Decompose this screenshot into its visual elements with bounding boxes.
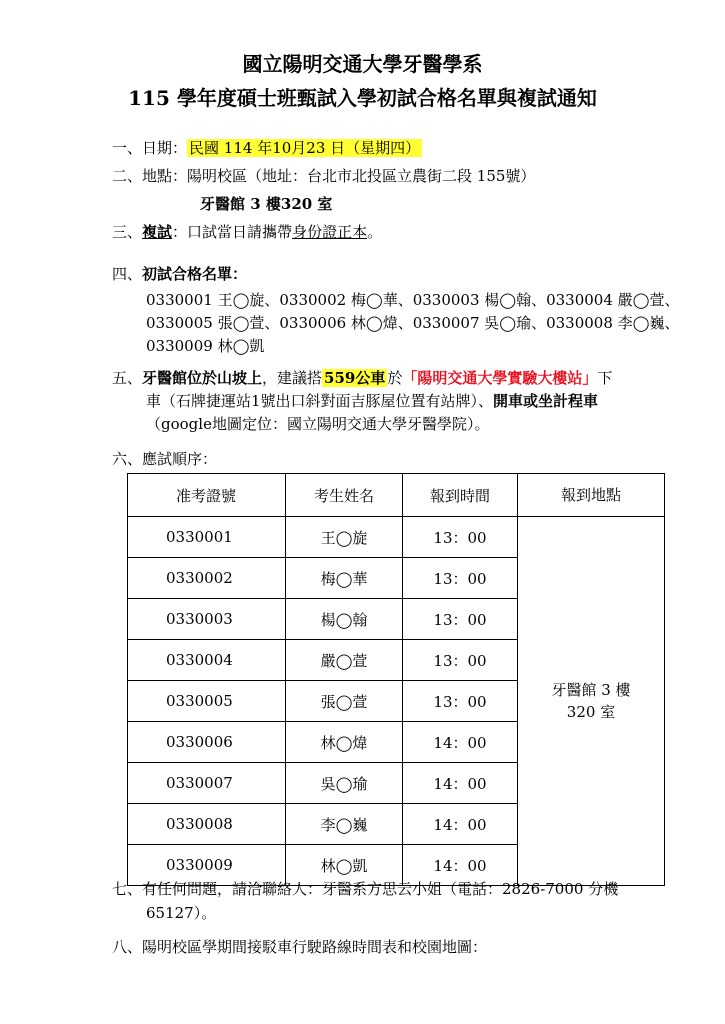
section-number: 八、 xyxy=(112,938,143,956)
cell-name: 林◯凱 xyxy=(286,845,403,886)
header-location: 報到地點 xyxy=(518,474,665,517)
section-location xyxy=(112,165,535,186)
cell-time: 13：00 xyxy=(403,517,518,558)
cell-exam-id: 0330006 xyxy=(128,722,286,763)
transport-text: ，建議搭 xyxy=(262,369,323,387)
date-label: 日期： xyxy=(142,139,188,157)
cell-time: 14：00 xyxy=(403,763,518,804)
cell-location xyxy=(518,517,665,886)
transport-car-option: 開車或坐計程車 xyxy=(493,392,599,410)
transport-text: 車（石牌捷運站1號出口斜對面吉豚屋位置有站牌）、 xyxy=(146,392,494,410)
transport-map-hint: （google地圖定位：國立陽明交通大學牙醫學院）。 xyxy=(146,415,490,433)
cell-exam-id: 0330005 xyxy=(128,681,286,722)
cell-exam-id: 0330009 xyxy=(128,845,286,886)
reexam-text: 口試當日請攜帶 xyxy=(187,223,293,241)
section-number: 五、 xyxy=(112,369,143,387)
section-number: 七、 xyxy=(112,880,143,898)
section-order xyxy=(112,448,217,469)
bus-station: 「陽明交通大學實驗大樓站」 xyxy=(402,369,598,387)
cell-name: 嚴◯萱 xyxy=(286,640,403,681)
transport-text: 下 xyxy=(597,369,613,387)
reexam-period: 。 xyxy=(367,223,383,241)
shuttle-text: 陽明校區學期間接駁車行駛路線時間表和校園地圖： xyxy=(142,938,488,956)
cell-exam-id: 0330007 xyxy=(128,763,286,804)
section-passed-list xyxy=(112,263,247,284)
section-number: 四、 xyxy=(112,265,143,283)
contact-extension: 65127）。 xyxy=(146,904,217,922)
cell-name: 梅◯華 xyxy=(286,558,403,599)
cell-time: 14：00 xyxy=(403,722,518,763)
cell-name: 李◯巍 xyxy=(286,804,403,845)
passed-list-line: 0330009 林◯凱 xyxy=(146,337,265,355)
transport-note: 牙醫館位於山坡上 xyxy=(142,369,263,387)
cell-name: 王◯旋 xyxy=(286,517,403,558)
cell-name: 吳◯瑜 xyxy=(286,763,403,804)
reexam-id-requirement: 身份證正本 xyxy=(292,223,368,241)
reexam-label: 複試 xyxy=(142,223,173,241)
section-number: 二、 xyxy=(112,167,143,185)
passed-list-line: 0330001 王◯旋、0330002 梅◯華、0330003 楊◯翰、0330004 嚴◯萱、 xyxy=(146,291,680,309)
section-date xyxy=(112,137,422,158)
location-label: 地點： xyxy=(142,167,188,185)
section-number: 三、 xyxy=(112,223,143,241)
cell-time: 13：00 xyxy=(403,599,518,640)
cell-time: 13：00 xyxy=(403,681,518,722)
cell-name: 張◯萱 xyxy=(286,681,403,722)
section-number: 一、 xyxy=(112,139,143,157)
cell-name: 楊◯翰 xyxy=(286,599,403,640)
location-room-number: 320 室 xyxy=(566,703,616,721)
cell-time: 13：00 xyxy=(403,640,518,681)
location-room: 牙醫館 3 樓320 室 xyxy=(200,195,333,213)
table-row xyxy=(128,517,665,558)
cell-exam-id: 0330003 xyxy=(128,599,286,640)
cell-exam-id: 0330001 xyxy=(128,517,286,558)
cell-exam-id: 0330008 xyxy=(128,804,286,845)
table-header-row xyxy=(128,474,665,517)
passed-list-line: 0330005 張◯萱、0330006 林◯煒、0330007 吳◯瑜、0330008 李◯巍、 xyxy=(146,314,680,332)
reexam-colon: ： xyxy=(172,223,188,241)
cell-name: 林◯煒 xyxy=(286,722,403,763)
page-subtitle: 115 學年度碩士班甄試入學初試合格名單與複試通知 xyxy=(128,86,597,110)
contact-text: 有任何問題，請洽聯絡人：牙醫系方思云小姐（電話：2826-7000 分機 xyxy=(142,880,619,898)
cell-time: 14：00 xyxy=(403,804,518,845)
header-time: 報到時間 xyxy=(403,474,518,517)
page-title: 國立陽明交通大學牙醫學系 xyxy=(242,52,483,76)
section-reexam xyxy=(112,221,382,242)
cell-exam-id: 0330004 xyxy=(128,640,286,681)
date-value: 民國 114 年10月23 日（星期四） xyxy=(189,139,421,157)
exam-order-table xyxy=(127,473,665,886)
section-shuttle xyxy=(112,936,487,957)
cell-time: 14：00 xyxy=(403,845,518,886)
section-contact xyxy=(112,878,618,899)
section-transport xyxy=(112,367,612,388)
bus-number: 559公車 xyxy=(324,369,386,387)
passed-list-label: 初試合格名單： xyxy=(142,265,248,283)
section-number: 六、 xyxy=(112,450,143,468)
header-name: 考生姓名 xyxy=(286,474,403,517)
order-label: 應試順序： xyxy=(142,450,218,468)
location-value: 陽明校區（地址：台北市北投區立農街二段 155號） xyxy=(187,167,536,185)
cell-time: 13：00 xyxy=(403,558,518,599)
transport-text: 於 xyxy=(387,369,403,387)
header-exam-id: 准考證號 xyxy=(128,474,286,517)
cell-exam-id: 0330002 xyxy=(128,558,286,599)
location-building: 牙醫館 3 樓 xyxy=(551,681,631,699)
transport-line2 xyxy=(146,390,598,411)
